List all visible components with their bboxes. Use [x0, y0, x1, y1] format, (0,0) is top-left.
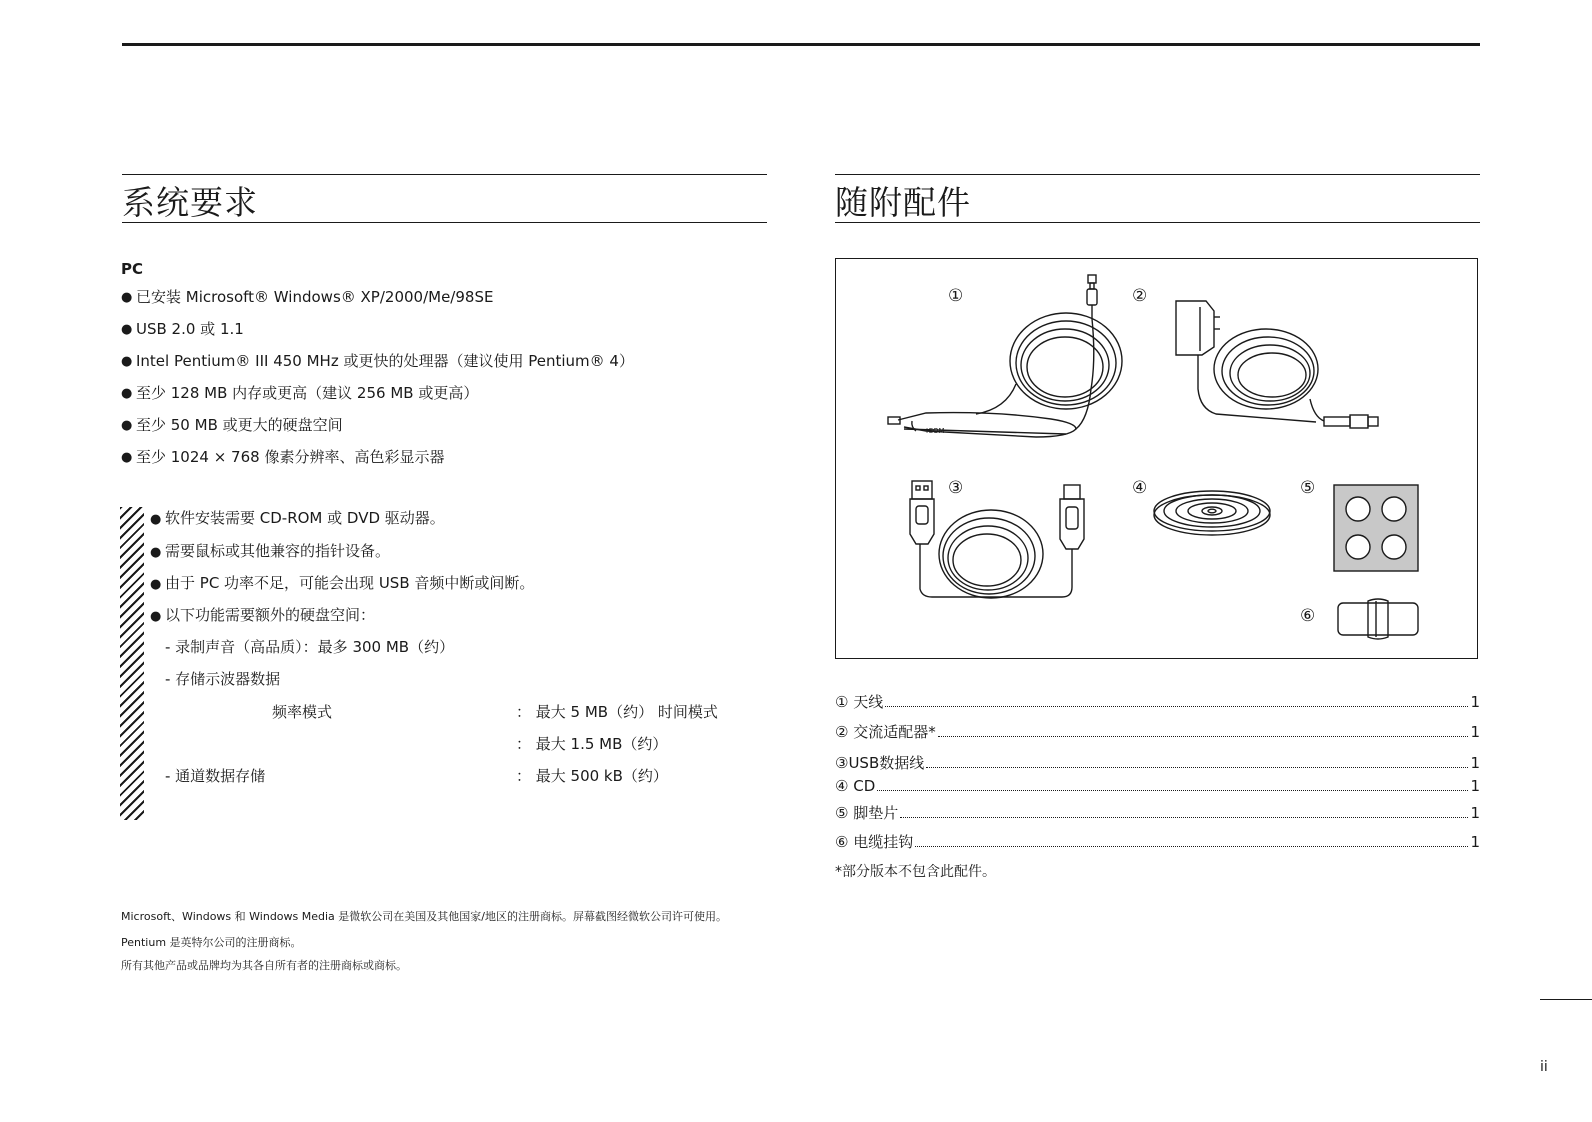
bullet: ● [121, 418, 133, 433]
accessory-qty: 1 [1470, 833, 1480, 851]
accessory-label: ③USB数据线 [835, 754, 925, 772]
cable-hook-icon [1338, 599, 1418, 639]
marker-6: ⑥ [1300, 606, 1316, 626]
section-bottom-rule [835, 222, 1480, 223]
requirement-item [121, 319, 244, 340]
accessory-qty: 1 [1470, 804, 1480, 822]
bullet: ● [121, 290, 133, 305]
requirement-item [121, 447, 444, 468]
marker-1: ① [948, 286, 964, 306]
requirement-item [121, 287, 493, 308]
note-text: 由于 PC 功率不足，可能会出现 USB 音频中断或间断。 [165, 574, 535, 592]
marker-5: ⑤ [1300, 478, 1316, 498]
channel-data-label: - 通道数据存储 [165, 767, 266, 785]
note-item [150, 573, 534, 595]
accessory-footnote: *部分版本不包含此配件。 [835, 864, 996, 880]
requirement-text: 至少 128 MB 内存或更高（建议 256 MB 或更高） [136, 384, 479, 402]
accessory-row [835, 722, 1480, 742]
bullet: ● [150, 609, 162, 624]
bullet: ● [121, 450, 133, 465]
antenna-brand-text: ICOM [926, 427, 945, 435]
bullet: ● [121, 386, 133, 401]
section-bottom-rule [122, 222, 767, 223]
bullet: ● [150, 512, 162, 527]
sub-item-scope: - 存储示波器数据 [165, 670, 281, 688]
accessory-label: ① 天线 [835, 693, 884, 711]
section-title-accessories: 随附配件 [835, 183, 971, 222]
marker-4: ④ [1132, 478, 1148, 498]
leader-dots [915, 832, 1468, 847]
trademark-footnote: Pentium 是英特尔公司的注册商标。 [121, 936, 302, 949]
leader-dots [900, 803, 1468, 818]
page-number: ii [1540, 1059, 1548, 1075]
sub-item-recording: - 录制声音（高品质）：最多 300 MB（约） [165, 638, 455, 656]
note-text: 以下功能需要额外的硬盘空间： [165, 606, 376, 624]
requirement-text: 至少 50 MB 或更大的硬盘空间 [136, 416, 343, 434]
leader-dots [926, 753, 1468, 768]
ac-adapter-icon [1176, 301, 1378, 428]
leader-dots [877, 776, 1468, 791]
accessory-row [835, 803, 1480, 823]
antenna-icon [888, 275, 1122, 437]
accessory-row [835, 753, 1480, 773]
freq-mode-label: 频率模式 [272, 703, 333, 721]
marker-3: ③ [948, 478, 964, 498]
usb-cable-icon [910, 481, 1084, 598]
note-item [150, 508, 445, 530]
section-title-system-requirements: 系统要求 [122, 183, 258, 222]
requirement-text: 已安装 Microsoft® Windows® XP/2000/Me/98SE [136, 288, 494, 306]
requirement-item [121, 351, 634, 372]
trademark-footnote: 所有其他产品或品牌均为其各自所有者的注册商标或商标。 [121, 959, 407, 972]
marker-2: ② [1132, 286, 1148, 306]
accessory-row [835, 832, 1480, 852]
time-mode-value: ： 最大 1.5 MB（约） [516, 735, 668, 753]
requirement-item [121, 383, 478, 404]
cd-icon [1154, 491, 1270, 535]
accessory-row [835, 776, 1480, 796]
channel-data-value: ： 最大 500 kB（约） [516, 767, 668, 785]
accessories-drawing [836, 259, 1479, 660]
bullet: ● [121, 354, 133, 369]
note-item [150, 605, 375, 627]
note-text: 软件安装需要 CD-ROM 或 DVD 驱动器。 [165, 509, 445, 527]
feet-pads-icon [1334, 485, 1418, 571]
freq-mode-value: ： 最大 5 MB（约） 时间模式 [516, 703, 718, 721]
page-edge-rule [1540, 999, 1592, 1000]
bullet: ● [150, 577, 162, 592]
accessory-qty: 1 [1470, 723, 1480, 741]
section-top-rule [835, 174, 1480, 175]
note-text: 需要鼠标或其他兼容的指针设备。 [165, 542, 391, 560]
leader-dots [938, 722, 1469, 737]
pc-heading: PC [121, 260, 144, 278]
bullet: ● [121, 322, 133, 337]
note-item [150, 541, 390, 563]
accessory-qty: 1 [1470, 693, 1480, 711]
accessory-qty: 1 [1470, 777, 1480, 795]
accessory-label: ② 交流适配器* [835, 723, 936, 741]
requirement-item [121, 415, 343, 436]
note-hatch-marker [120, 507, 144, 820]
requirement-text: Intel Pentium® III 450 MHz 或更快的处理器（建议使用 Pentium® 4） [136, 352, 634, 370]
accessory-row [835, 692, 1480, 712]
top-rule [122, 43, 1480, 46]
accessory-label: ④ CD [835, 777, 876, 795]
bullet: ● [150, 545, 162, 560]
accessories-illustration [835, 258, 1478, 659]
leader-dots [885, 692, 1468, 707]
accessory-label: ⑤ 脚垫片 [835, 804, 899, 822]
accessory-qty: 1 [1470, 754, 1480, 772]
requirement-text: 至少 1024 × 768 像素分辨率、高色彩显示器 [136, 448, 445, 466]
section-top-rule [122, 174, 767, 175]
requirement-text: USB 2.0 或 1.1 [136, 320, 244, 338]
accessory-label: ⑥ 电缆挂钩 [835, 833, 914, 851]
trademark-footnote: Microsoft、Windows 和 Windows Media 是微软公司在美国及其他国家/地区的注册商标。屏幕截图经微软公司许可使用。 [121, 910, 727, 923]
